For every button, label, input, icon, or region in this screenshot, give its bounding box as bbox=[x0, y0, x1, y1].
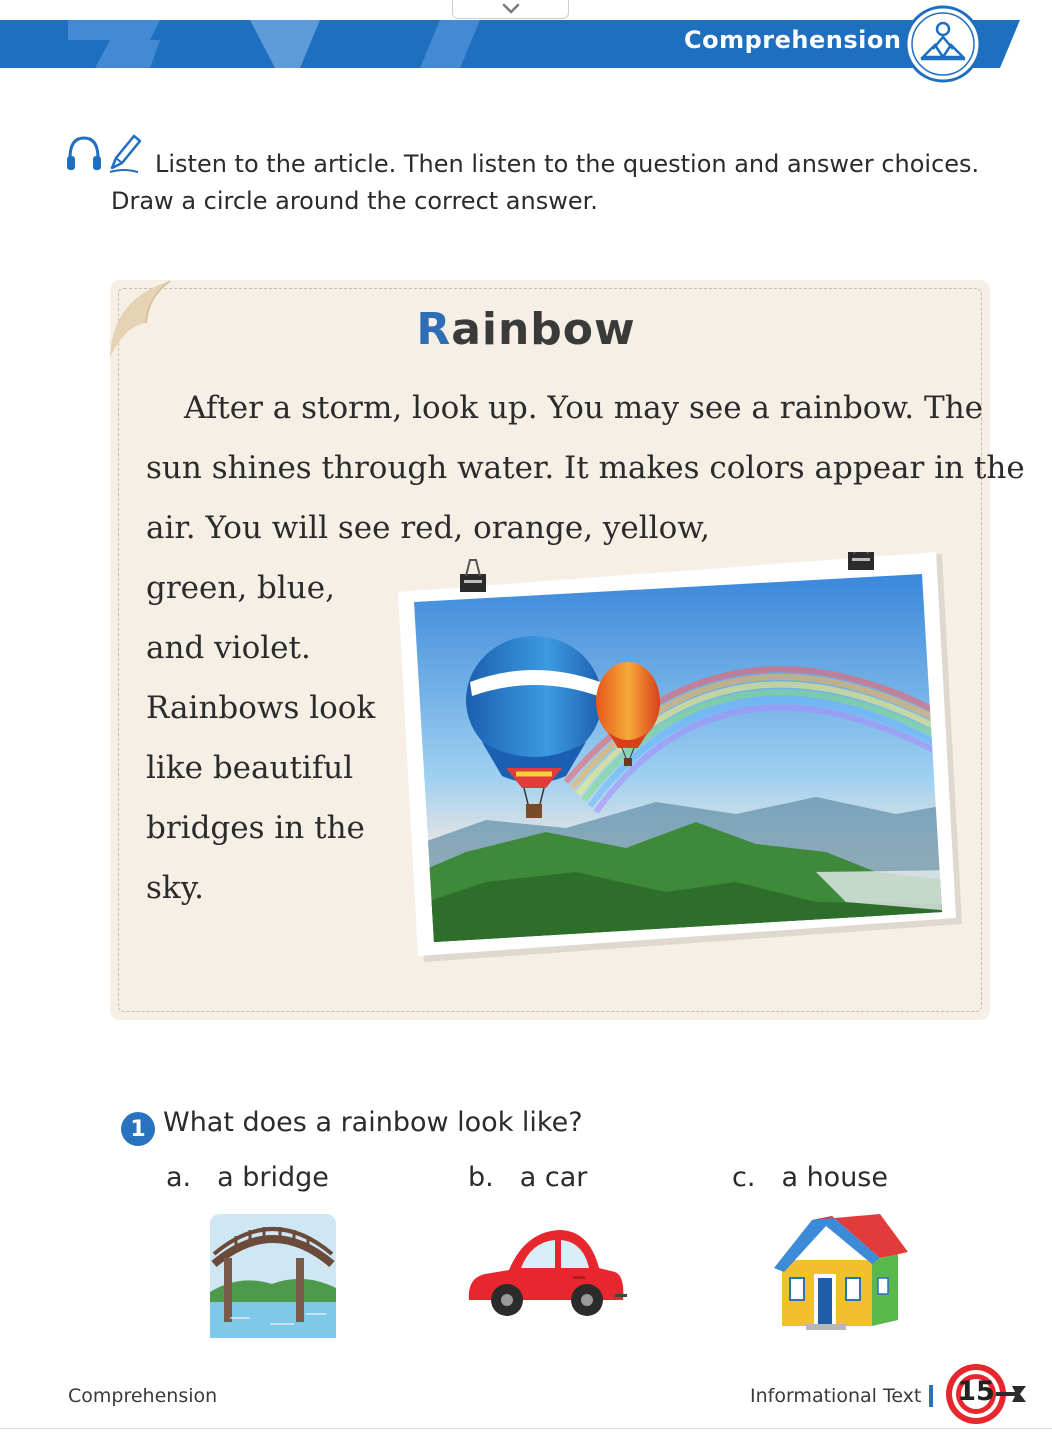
option-label: a bridge bbox=[217, 1162, 329, 1193]
passage-line: Rainbows look bbox=[146, 690, 376, 726]
binder-clip-icon bbox=[848, 552, 874, 570]
instruction-text: Listen to the article. Then listen to the question and answer choices. Draw a circle around the correct answer. bbox=[111, 150, 980, 215]
passage-line: like beautiful bbox=[146, 750, 354, 786]
footer-section-label: Comprehension bbox=[68, 1385, 218, 1407]
passage-line: green, blue, bbox=[146, 570, 335, 606]
bottom-divider bbox=[0, 1428, 1052, 1429]
passage-line: sky. bbox=[146, 870, 204, 906]
option-letter: c. bbox=[732, 1162, 756, 1193]
hot-air-balloons-rainbow-photo bbox=[396, 552, 964, 962]
page-number: 15 bbox=[957, 1376, 995, 1407]
passage-line: and violet. bbox=[146, 630, 311, 666]
footer-genre-label: Informational Text bbox=[750, 1385, 922, 1407]
answer-option-a[interactable] bbox=[166, 1162, 329, 1193]
answer-option-c[interactable] bbox=[732, 1162, 888, 1193]
passage-line: sun shines through water. It makes colors appear in the bbox=[146, 450, 1025, 486]
binder-clip-icon bbox=[460, 560, 486, 592]
option-letter: b. bbox=[468, 1162, 494, 1193]
house-icon[interactable] bbox=[772, 1214, 912, 1332]
passage-line: air. You will see red, orange, yellow, bbox=[146, 510, 710, 546]
question-number-badge: 1 bbox=[121, 1112, 155, 1146]
option-label: a car bbox=[519, 1162, 588, 1193]
section-title: Comprehension bbox=[684, 26, 902, 54]
footer-divider bbox=[929, 1385, 933, 1407]
article-title: Rainbow bbox=[416, 304, 636, 355]
passage-line: After a storm, look up. You may see a rainbow. The bbox=[184, 390, 984, 426]
bridge-icon[interactable] bbox=[210, 1214, 336, 1338]
chevron-down-icon bbox=[501, 3, 521, 15]
option-label: a house bbox=[781, 1162, 888, 1193]
option-letter: a. bbox=[166, 1162, 192, 1193]
collapse-tab[interactable] bbox=[452, 0, 569, 19]
headphones-icon bbox=[67, 138, 101, 170]
question-text: What does a rainbow look like? bbox=[163, 1107, 583, 1138]
passage-line: bridges in the bbox=[146, 810, 365, 846]
reading-people-icon bbox=[903, 5, 983, 83]
car-icon[interactable] bbox=[465, 1222, 627, 1322]
answer-option-b[interactable] bbox=[468, 1162, 587, 1193]
